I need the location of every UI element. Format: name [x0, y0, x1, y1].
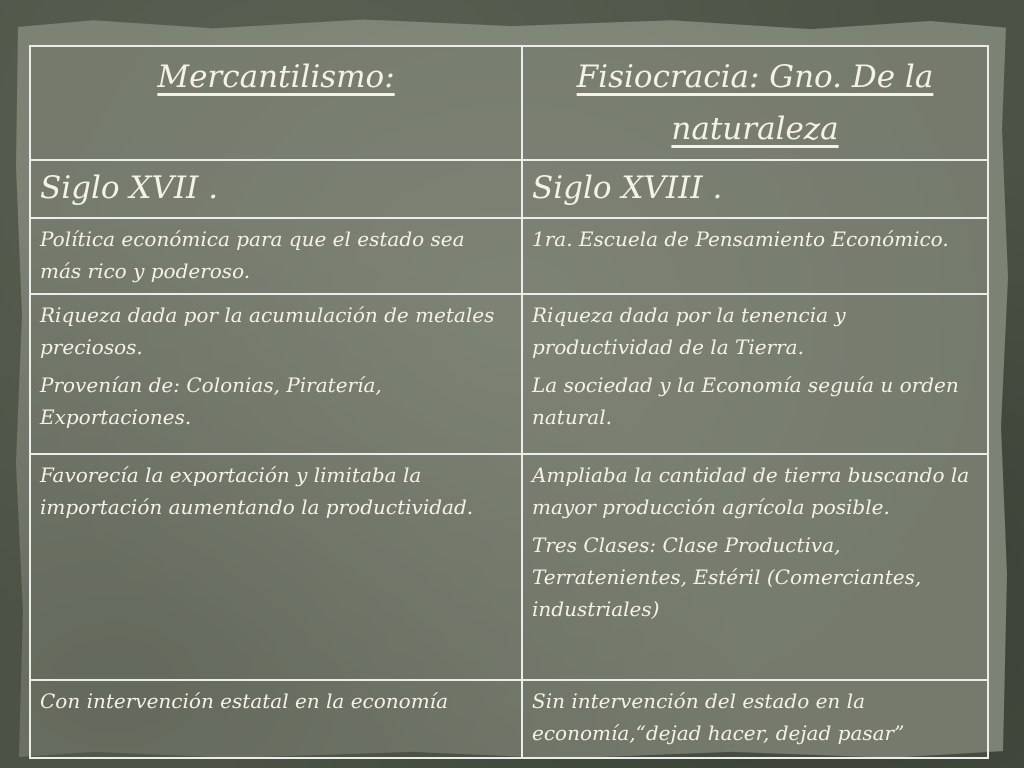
- cell-paragraph: La sociedad y la Economía seguía u orden natural.: [532, 373, 959, 429]
- cell-paragraph: Favorecía la exportación y limitaba la importación aumentando la productividad.: [40, 463, 474, 519]
- comparison-table: [29, 45, 989, 759]
- cell-paragraph: Política económica para que el estado sea más rico y poderoso.: [40, 227, 465, 283]
- cell-fisiocracia-tierra: [522, 454, 988, 680]
- table-row: [30, 680, 988, 758]
- cell-siglo-fisiocracia: Siglo XVIII .: [522, 160, 988, 218]
- cell-fisiocracia-definicion: [522, 218, 988, 294]
- header-fisiocracia: Fisiocracia: Gno. De la naturaleza: [522, 46, 988, 160]
- cell-paragraph: Ampliaba la cantidad de tierra buscando la mayor producción agrícola posible.: [532, 463, 970, 519]
- cell-paragraph: Riqueza dada por la tenencia y productividad de la Tierra.: [532, 303, 846, 359]
- cell-mercantilismo-intervencion: [30, 680, 522, 758]
- cell-paragraph: Provenían de: Colonias, Piratería, Exportaciones.: [40, 373, 382, 429]
- table-row: [30, 218, 988, 294]
- cell-paragraph: Con intervención estatal en la economía: [40, 689, 448, 713]
- table-row: [30, 294, 988, 454]
- table-header-row: [30, 46, 988, 160]
- cell-paragraph: Tres Clases: Clase Productiva, Terratenientes, Estéril (Comerciantes, industriales): [532, 533, 922, 621]
- table-row: [30, 160, 988, 218]
- cell-mercantilismo-comercio: [30, 454, 522, 680]
- table-row: [30, 454, 988, 680]
- cell-mercantilismo-riqueza: [30, 294, 522, 454]
- header-mercantilismo: Mercantilismo:: [30, 46, 522, 160]
- cell-paragraph: Riqueza dada por la acumulación de metales preciosos.: [40, 303, 495, 359]
- cell-paragraph: Sin intervención del estado en la economía,“dejad hacer, dejad pasar”: [532, 689, 905, 745]
- cell-mercantilismo-definicion: [30, 218, 522, 294]
- cell-fisiocracia-intervencion: [522, 680, 988, 758]
- cell-siglo-mercantilismo: Siglo XVII .: [30, 160, 522, 218]
- cell-fisiocracia-riqueza: [522, 294, 988, 454]
- cell-paragraph: 1ra. Escuela de Pensamiento Económico.: [532, 227, 949, 251]
